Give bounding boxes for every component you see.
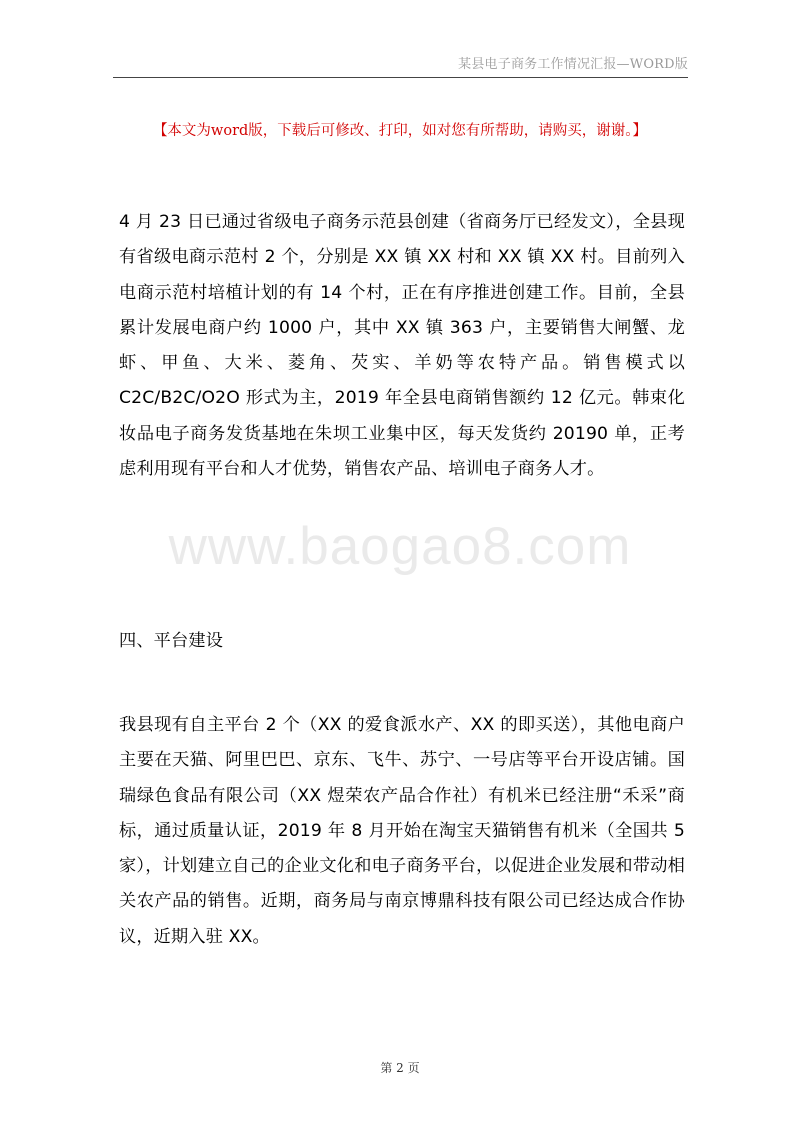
watermark-text: www.baogao8.com xyxy=(168,517,632,576)
header-divider xyxy=(113,77,688,78)
section-heading-platform: 四、平台建设 xyxy=(119,631,224,651)
running-header: 某县电子商务工作情况汇报—WORD版 xyxy=(458,57,688,72)
page-number: 第 2 页 xyxy=(380,1061,420,1075)
body-paragraph-ecommerce-status: 4 月 23 日已通过省级电子商务示范县创建（省商务厅已经发文），全县现有省级电商示范村 2 个，分别是 XX 镇 XX 村和 XX 镇 XX 村。目前列入电商示范村培植计划的有 14 个村，正在有序推进创建工作。目前，全县累计发展电商户约 1000 户，其中 XX 镇 363 户，主要销售大闸蟹、龙虾、甲鱼、大米、菱角、芡实、羊奶等农特产品。销售模式以 C2C/B2C/O2O 形式为主，2019 年全县电商销售额约 12 亿元。韩束化妆品电子商务发货基地在朱坝工业集中区，每天发货约 20190 单，正考虑利用现有平台和人才优势，销售农产品、培训电子商务人才。 xyxy=(119,212,685,480)
body-paragraph-platform: 我县现有自主平台 2 个（XX 的爱食派水产、XX 的即买送），其他电商户主要在天猫、阿里巴巴、京东、飞牛、苏宁、一号店等平台开设店铺。国瑞绿色食品有限公司（XX 煜荣农产品合作社）有机米已经注册“禾采”商标，通过质量认证，2019 年 8 月开始在淘宝天猫销售有机米（全国共 5 家），计划建立自己的企业文化和电子商务平台，以促进企业发展和带动相关农产品的销售。近期，商务局与南京博鼎科技有限公司已经达成合作协议，近期入驻 XX。 xyxy=(119,715,685,947)
purchase-notice: 【本文为word版，下载后可修改、打印，如对您有所帮助，请购买，谢谢。】 xyxy=(152,123,648,139)
